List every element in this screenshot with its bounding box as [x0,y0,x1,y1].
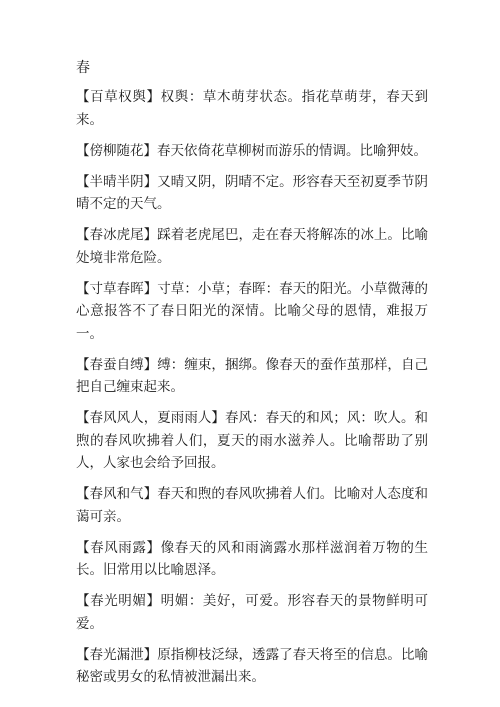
idiom-term: 【半晴半阴】 [76,173,158,190]
idiom-term: 【春光明媚】 [76,593,161,609]
document-heading: 春 [76,60,90,76]
idiom-term: 【春风雨露】 [76,539,161,556]
idiom-term: 【春蚕自缚】 [76,356,158,373]
idiom-definition: 缚：缠束，捆绑。像春天的蚕作茧那样，自己把自己缠束起来。 [76,356,429,395]
idiom-term: 【百草权舆】 [76,89,161,105]
idiom-entry [76,407,428,475]
idiom-definition: 像春天的风和雨滴露水那样滋润着万物的生长。旧常用以比喻恩泽。 [76,539,428,578]
idiom-definition: 原指柳枝泛绿，透露了春天将至的信息。比喻秘密或男女的私情被泄漏出来。 [76,646,429,685]
idiom-entry [76,483,428,528]
document-page [76,58,428,697]
idiom-term: 【寸草春晖】 [76,280,158,297]
idiom-entry [76,86,428,131]
idiom-term: 【傍柳随花】 [76,142,157,159]
idiom-entry [76,537,428,582]
idiom-definition: 明媚：美好，可爱。形容春天的景物鲜明可爱。 [76,593,428,632]
idiom-term: 【春光漏泄】 [76,646,158,663]
idiom-entry [76,278,428,346]
idiom-entry [76,354,428,399]
idiom-definition: 春天依倚花草柳树而游乐的情调。比喻狎妓。 [157,142,427,159]
idiom-entry [76,140,428,163]
idiom-entry [76,171,428,216]
idiom-definition: 踩着老虎尾巴，走在春天将解冻的冰上。比喻处境非常危险。 [76,227,429,266]
idiom-entry [76,224,428,269]
idiom-term: 【春风和气】 [76,486,158,502]
idiom-term: 【春风风人，夏雨雨人】 [76,410,225,426]
idiom-definition: 又晴又阴，阴晴不定。形容春天至初夏季节阴晴不定的天气。 [76,173,429,212]
idiom-definition: 春天和煦的春风吹拂着人们。比喻对人态度和蔼可亲。 [76,486,429,525]
idiom-definition: 春风：春天的和风；风：吹人。和煦的春风吹拂着人们，夏天的雨水滋养人。比喻帮助了别人，人家也会给予回报。 [76,410,429,471]
idiom-entry [76,590,428,635]
idiom-definition: 权舆：草木萌芽状态。指花草萌芽，春天到来。 [76,89,428,128]
idiom-entry [76,644,428,689]
idiom-term: 【春冰虎尾】 [76,227,158,243]
idiom-definition: 寸草：小草；春晖：春天的阳光。小草微薄的心意报答不了春日阳光的深情。比喻父母的恩情，难报万一。 [76,280,429,342]
